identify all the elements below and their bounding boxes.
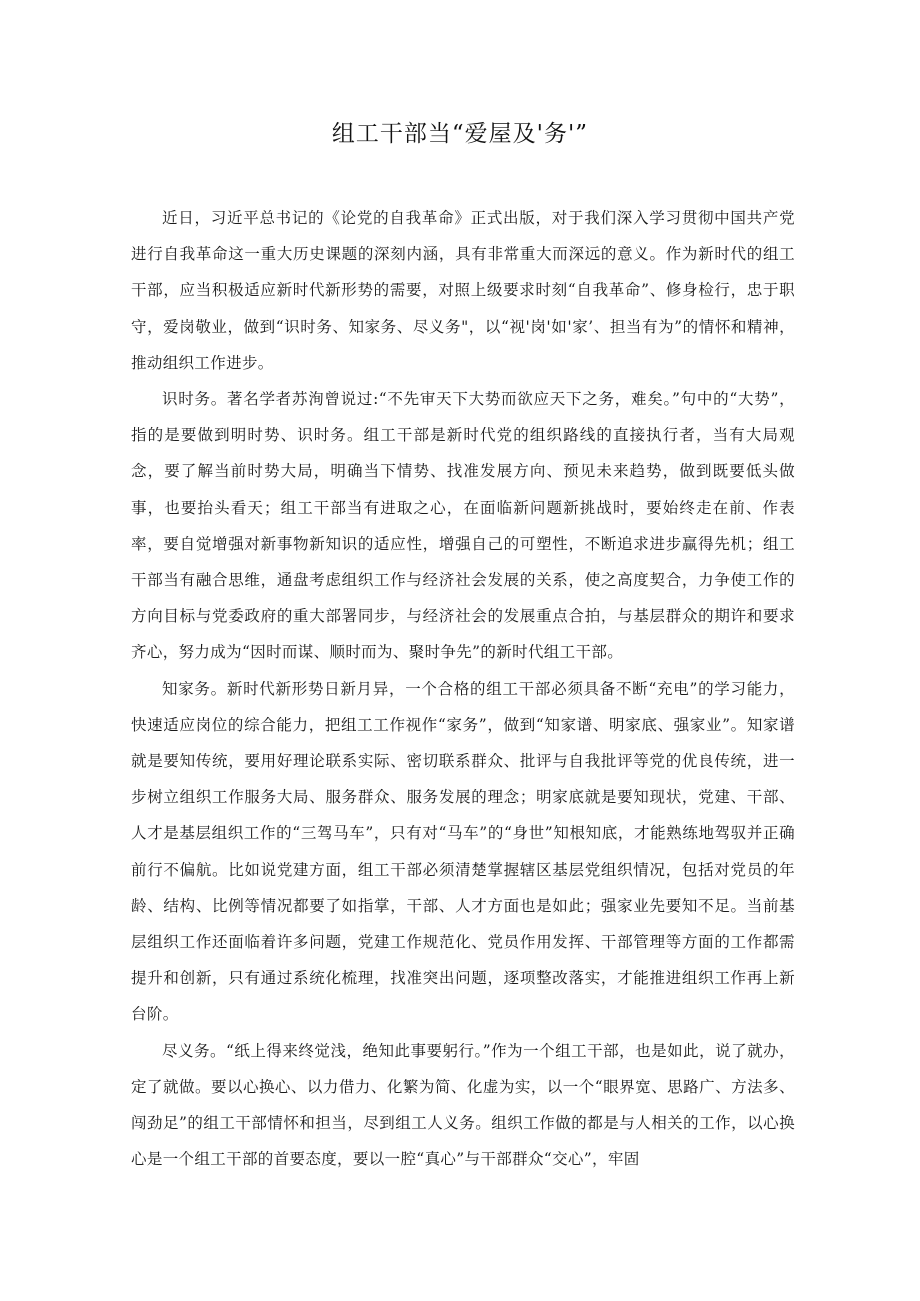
paragraph-shiwu: 识时务。著名学者苏洵曾说过:“不先审天下大势而欲应天下之务，难矣。”句中的“大势”，指的是要做到明时势、识时务。组工干部是新时代党的组织路线的直接执行者，当有大局观念，要了解当前时势大局，明确当下情势、找准发展方向、预见未来趋势，做到既要低头做事，也要抬头看天；组工干部当有进取之心，在面临新问题新挑战时，要始终走在前、作表率，要自觉增强对新事物新知识的适应性，增强自己的可塑性，不断追求进步赢得先机；组工干部当有融合思维，通盘考虑组织工作与经济社会发展的关系，使之高度契合，力争使工作的方向目标与党委政府的重大部署同步，与经济社会的发展重点合拍，与基层群众的期许和要求齐心，努力成为“因时而谋、顺时而为、聚时争先”的新时代组工干部。: [131, 390, 795, 662]
paragraph-jiawu: 知家务。新时代新形势日新月异，一个合格的组工干部必须具备不断“充电”的学习能力，快速适应岗位的综合能力，把组工工作视作“家务”，做到“知家谱、明家底、强家业”。知家谱就是要知传统，要用好理论联系实际、密切联系群众、批评与自我批评等党的优良传统，进一步树立组织工作服务大局、服务群众、服务发展的理念；明家底就是要知现状，党建、干部、人才是基层组织工作的“三驾马车”，只有对“马车”的“身世”知根知底，才能熟练地驾驭并正确前行不偏航。比如说党建方面，组工干部必须清楚掌握辖区基层党组织情况，包括对党员的年龄、结构、比例等情况都要了如指掌，干部、人才方面也是如此；强家业先要知不足。当前基层组织工作还面临着许多问题，党建工作规范化、党员作用发挥、干部管理等方面的工作都需提升和创新，只有通过系统化梳理，找准突出问题，逐项整改落实，才能推进组织工作再上新台阶。: [131, 679, 795, 1024]
document-title: 组工干部当“爱屋及'务'”: [331, 121, 589, 147]
paragraph-intro: 近日，习近平总书记的《论党的自我革命》正式出版，对于我们深入学习贯彻中国共产党进行自我革命这一重大历史课题的深刻内涵，具有非常重大而深远的意义。作为新时代的组工干部，应当积极适应新时代新形势的需要，对照上级要求时刻“自我革命”、修身检行，忠于职守，爱岗敬业，做到“识时务、知家务、尽义务"，以“视'岗'如'家’、担当有为”的情怀和精神，推动组织工作进步。: [131, 209, 795, 372]
paragraph-yiwu: 尽义务。“纸上得来终觉浅，绝知此事要躬行。”作为一个组工干部，也是如此，说了就办，定了就做。要以心换心、以力借力、化繁为简、化虚为实，以一个“眼界宽、思路广、方法多、闯劲足”的组工干部情怀和担当，尽到组工人义务。组织工作做的都是与人相关的工作，以心换心是一个组工干部的首要态度，要以一腔“真心”与干部群众“交心”，牢固: [131, 1041, 795, 1169]
document-body: [131, 200, 795, 1177]
